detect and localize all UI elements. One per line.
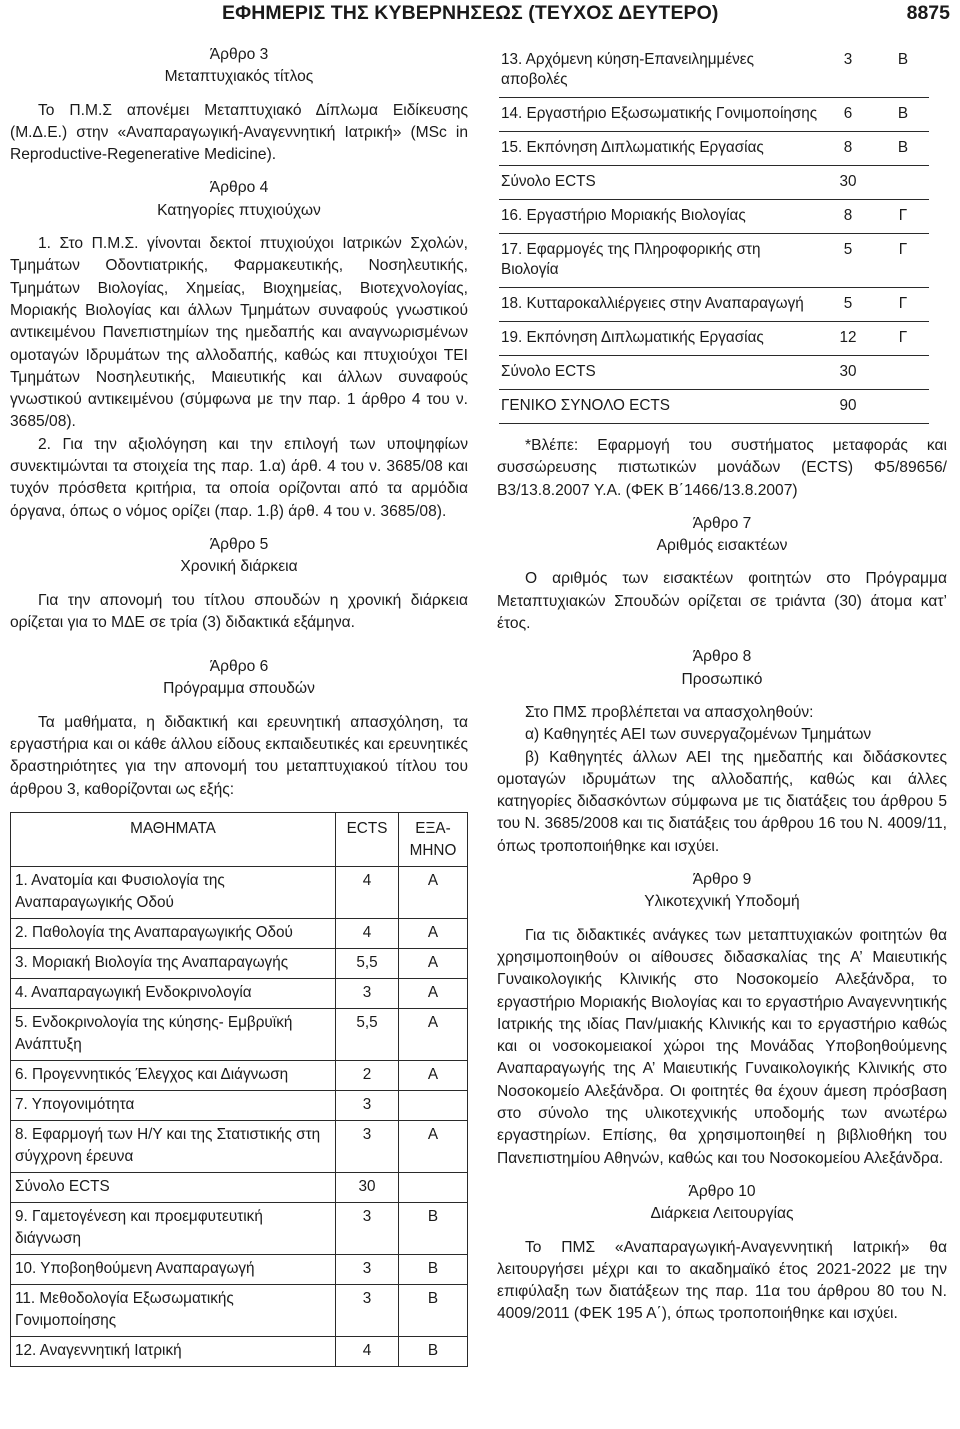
course-name: 11. Μεθοδολογία Εξωσωματικής Γονιμοποίησης [11, 1284, 336, 1336]
course-row [11, 1008, 468, 1060]
article-5-title: Χρονική διάρκεια [180, 558, 298, 576]
ects-note: *Βλέπε: Εφαρμογή του συστήματος μεταφοράς και συσσώρευσης πιστωτικών μονάδων (ECTS) Φ5/89656/ Β3/13.8.2007 Υ.Α. (ΦΕΚ Β΄1466/13.8.2007) [497, 437, 947, 499]
course-row [11, 1172, 468, 1202]
course-semester: Α [399, 948, 468, 978]
article-4-title: Κατηγορίες πτυχιούχων [157, 201, 321, 219]
course-ects: 90 [819, 390, 877, 424]
article-8-item-a: α) Καθηγητές ΑΕΙ των συνεργαζομένων Τμημάτων [525, 726, 872, 744]
left-column [10, 44, 468, 1367]
course-name: 3. Μοριακή Βιολογία της Αναπαραγωγής [11, 948, 336, 978]
course-semester: Γ [877, 288, 929, 322]
article-9-title: Υλικοτεχνική Υποδομή [644, 893, 800, 911]
course-ects: 3 [336, 1120, 399, 1172]
gazette-title: ΕΦΗΜΕΡΙΣ ΤΗΣ ΚΥΒΕΡΝΗΣΕΩΣ (ΤΕΥΧΟΣ ΔΕΥΤΕΡΟ) [222, 2, 719, 24]
article-7-number: Άρθρο 7 [692, 514, 752, 532]
course-ects: 3 [336, 1202, 399, 1254]
article-10-title: Διάρκεια Λειτουργίας [650, 1205, 794, 1223]
course-name: 14. Εργαστήριο Εξωσωματικής Γονιμοποίησης [499, 98, 819, 132]
course-semester [877, 390, 929, 424]
course-row [499, 44, 929, 98]
course-semester: Β [399, 1254, 468, 1284]
course-name: 16. Εργαστήριο Μοριακής Βιολογίας [499, 200, 819, 234]
course-semester: Β [877, 44, 929, 98]
course-ects: 3 [336, 1284, 399, 1336]
article-3-number: Άρθρο 3 [209, 46, 269, 63]
article-4-paragraph-1: 1. Στο Π.Μ.Σ. γίνονται δεκτοί πτυχιούχοι Ιατρικών Σχολών, Τμημάτων Οδοντιατρικής, Φαρμακευτικής, Νοσηλευτικής, Τμημάτων Βιολογίας, Χημείας, Βιοχημείας, Βιοτεχνολογίας, Μοριακής Βιολογίας και άλλων Τμημάτων συναφούς γνωστικού αντικειμένου Πανεπιστημίων της ημεδαπής και αναγνωρισμένων ομοταγών Ιδρυμάτων της αλλοδαπής, καθώς και πτυχιούχοι ΤΕΙ Τμημάτων Νοσηλευτικής, Μαιευτικής και άλλων συναφούς γνωστικού αντικειμένου (σύμφωνα με την παρ. 1 άρθρο 4 του ν. 3685/08). [10, 235, 468, 431]
article-10-number: Άρθρο 10 [688, 1182, 756, 1200]
article-3-text: Το Π.Μ.Σ απονέμει Μεταπτυχιακό Δίπλωμα Ειδίκευσης (Μ.Δ.Ε.) στην «Αναπαραγωγική-Αναγεννητική Ιατρική» (MSc in Reproductive-Regenerative Medicine). [10, 101, 468, 164]
course-name: 4. Αναπαραγωγική Ενδοκρινολογία [11, 978, 336, 1008]
article-4-paragraph-2: 2. Για την αξιολόγηση και την επιλογή των υποψηφίων συνεκτιμώνται τα στοιχεία της παρ. 1.α) άρθ. 4 του ν. 3685/08 και τυχόν πρόσθετα κριτήρια, τα οποία ορίζονται από τα αρμόδια όργανα, όπως ο νόμος ορίζει (παρ. 1.β) άρθ. 4 του ν. 3685/08). [10, 435, 468, 520]
page-header [0, 0, 960, 34]
article-6-number: Άρθρο 6 [209, 658, 269, 676]
course-ects: 4 [336, 1336, 399, 1366]
course-row [11, 1090, 468, 1120]
course-name: 13. Αρχόμενη κύηση-Επανειλημμένες αποβολές [499, 44, 819, 98]
course-row [11, 1284, 468, 1336]
article-5-text: Για την απονομή του τίτλου σπουδών η χρονική διάρκεια ορίζεται για το ΜΔΕ σε τρία (3) διδακτικά εξάμηνα. [10, 591, 468, 631]
course-semester [877, 166, 929, 200]
course-ects: 2 [336, 1060, 399, 1090]
course-ects: 8 [819, 132, 877, 166]
course-name: 1. Ανατομία και Φυσιολογία της Αναπαραγωγικής Οδού [11, 866, 336, 918]
article-7-text: Ο αριθμός των εισακτέων φοιτητών στο Πρόγραμμα Μεταπτυχιακών Σπουδών ορίζεται σε τριάντα (30) άτομα κατ’ έτος. [497, 570, 947, 633]
course-row [11, 1254, 468, 1284]
course-row [499, 132, 929, 166]
article-8-title: Προσωπικό [681, 670, 763, 688]
course-ects: 5 [819, 234, 877, 288]
course-ects: 8 [819, 200, 877, 234]
course-name: 12. Αναγεννητική Ιατρική [11, 1336, 336, 1366]
course-ects: 3 [336, 1254, 399, 1284]
header-course: ΜΑΘΗΜΑΤΑ [11, 812, 336, 866]
article-5-number: Άρθρο 5 [209, 535, 269, 553]
article-9-text: Για τις διδακτικές ανάγκες των μεταπτυχιακών φοιτητών θα χρησιμοποιηθούν οι αίθουσες διδασκαλίας της Α’ Μαιευτικής Γυναικολογικής Κλινικής στο Νοσοκομείο Αλεξάνδρα, το εργαστήριο Μοριακής Βιολογίας και το εργαστήριο Αναγεννητικής Ιατρικής της ιδίας Παν/μιακής Κλινικής και το εργαστήριο καθώς και οι νοσοκομειακοί χώροι της Μονάδας Υποβοηθούμενης Αναπαραγωγής της Α’ Μαιευτικής Γυναικολογικής Κλινικής στο Νοσοκομείο Αλεξάνδρα. Οι φοιτητές θα έχουν άμεση πρόσβαση στο σύνολο της υλικοτεχνικής υποδομής των ανωτέρω εργαστηρίων. Επίσης, θα χρησιμοποιηθεί η βιβλιοθήκη του Πανεπιστημίου Αθηνών, καθώς και του Νοσοκομείου Αλεξάνδρα. [497, 926, 947, 1167]
course-semester: Β [399, 1336, 468, 1366]
course-row [499, 390, 929, 424]
course-row [499, 200, 929, 234]
course-name: Σύνολο ECTS [499, 166, 819, 200]
course-name: 2. Παθολογία της Αναπαραγωγικής Οδού [11, 918, 336, 948]
course-name: 7. Υπογονιμότητα [11, 1090, 336, 1120]
course-semester: Β [877, 132, 929, 166]
article-3-title: Μεταπτυχιακός τίτλος [164, 68, 314, 86]
course-name: 10. Υποβοηθούμενη Αναπαραγωγή [11, 1254, 336, 1284]
article-10-text: Το ΠΜΣ «Αναπαραγωγική-Αναγεννητική Ιατρική» θα λειτουργήσει μέχρι και το ακαδημαϊκό έτος 2021-2022 με την επιφύλαξη των διατάξεων της παρ. 11α του άρθρου 80 του Ν. 4009/2011 (ΦΕΚ 195 Α΄), όπως τροποποιήθηκε και ισχύει. [497, 1238, 947, 1323]
course-semester: Α [399, 1120, 468, 1172]
course-ects: 5,5 [336, 948, 399, 978]
header-ects: ECTS [336, 812, 399, 866]
course-semester: Γ [877, 200, 929, 234]
course-ects: 3 [819, 44, 877, 98]
course-row [499, 322, 929, 356]
article-6-title: Πρόγραμμα σπουδών [163, 680, 315, 698]
article-4-number: Άρθρο 4 [209, 179, 269, 197]
course-ects: 5 [819, 288, 877, 322]
course-semester: Γ [877, 322, 929, 356]
course-row [11, 1060, 468, 1090]
course-name: 18. Κυτταροκαλλιέργειες στην Αναπαραγωγή [499, 288, 819, 322]
course-semester [399, 1172, 468, 1202]
course-name: 19. Εκπόνηση Διπλωματικής Εργασίας [499, 322, 819, 356]
course-ects: 3 [336, 1090, 399, 1120]
article-8-number: Άρθρο 8 [692, 648, 752, 666]
courses-table [10, 812, 468, 1367]
course-ects: 4 [336, 918, 399, 948]
course-ects: 3 [336, 978, 399, 1008]
page-number: 8875 [906, 2, 950, 24]
course-name: 5. Ενδοκρινολογία της κύησης- Εμβρυϊκή Ανάπτυξη [11, 1008, 336, 1060]
course-semester: Β [877, 98, 929, 132]
course-name: ΓΕΝΙΚΟ ΣΥΝΟΛΟ ECTS [499, 390, 819, 424]
course-semester [399, 1090, 468, 1120]
article-9-number: Άρθρο 9 [692, 871, 752, 889]
course-row [11, 1202, 468, 1254]
course-ects: 4 [336, 866, 399, 918]
course-row [11, 1120, 468, 1172]
courses-table-header [11, 812, 468, 866]
course-ects: 12 [819, 322, 877, 356]
header-semester: ΕΞΑ-ΜΗΝΟ [399, 812, 468, 866]
article-7-title: Αριθμός εισακτέων [656, 537, 788, 555]
courses-table-continued [499, 44, 929, 424]
course-row [499, 356, 929, 390]
course-name: 8. Εφαρμογή των Η/Υ και της Στατιστικής στη σύγχρονη έρευνα [11, 1120, 336, 1172]
course-semester: Α [399, 918, 468, 948]
course-row [11, 1336, 468, 1366]
course-row [11, 918, 468, 948]
right-column [497, 44, 947, 1326]
course-semester: Α [399, 978, 468, 1008]
course-name: 9. Γαμετογένεση και προεμφυτευτική διάγνωση [11, 1202, 336, 1254]
course-ects: 30 [819, 356, 877, 390]
course-row [11, 948, 468, 978]
course-name: 6. Προγεννητικός Έλεγχος και Διάγνωση [11, 1060, 336, 1090]
course-row [499, 98, 929, 132]
course-semester: Α [399, 866, 468, 918]
course-ects: 5,5 [336, 1008, 399, 1060]
course-semester: Α [399, 1060, 468, 1090]
course-semester: Α [399, 1008, 468, 1060]
article-6-text: Τα μαθήματα, η διδακτική και ερευνητική απασχόληση, τα εργαστήρια και οι κάθε άλλου είδους εκπαιδευτικές και ερευνητικές δραστηριότητες για την απονομή του μεταπτυχιακού τίτλου του άρθρου 3, καθορίζονται ως εξής: [10, 713, 468, 798]
course-name: 17. Εφαρμογές της Πληροφορικής στη Βιολογία [499, 234, 819, 288]
article-8-item-b: β) Καθηγητές άλλων ΑΕΙ της ημεδαπής και διδάσκοντες ομοταγών ιδρυμάτων της αλλοδαπής, καθώς και άλλες κατηγορίες διδασκόντων σύμφωνα με τις διατάξεις του άρθρου 5 του Ν. 3685/2008 και τις διατάξεις του άρθρου 16 του Ν. 4009/11, όπως τροποποιήθηκε και ισχύει. [497, 748, 947, 855]
course-row [11, 866, 468, 918]
course-semester: Β [399, 1202, 468, 1254]
course-row [11, 978, 468, 1008]
article-8-intro: Στο ΠΜΣ προβλέπεται να απασχοληθούν: [525, 703, 814, 721]
course-row [499, 288, 929, 322]
course-row [499, 166, 929, 200]
course-semester [877, 356, 929, 390]
course-ects: 6 [819, 98, 877, 132]
course-semester: Γ [877, 234, 929, 288]
course-row [499, 234, 929, 288]
course-ects: 30 [819, 166, 877, 200]
course-name: Σύνολο ECTS [499, 356, 819, 390]
course-ects: 30 [336, 1172, 399, 1202]
course-name: Σύνολο ECTS [11, 1172, 336, 1202]
course-name: 15. Εκπόνηση Διπλωματικής Εργασίας [499, 132, 819, 166]
course-semester: Β [399, 1284, 468, 1336]
